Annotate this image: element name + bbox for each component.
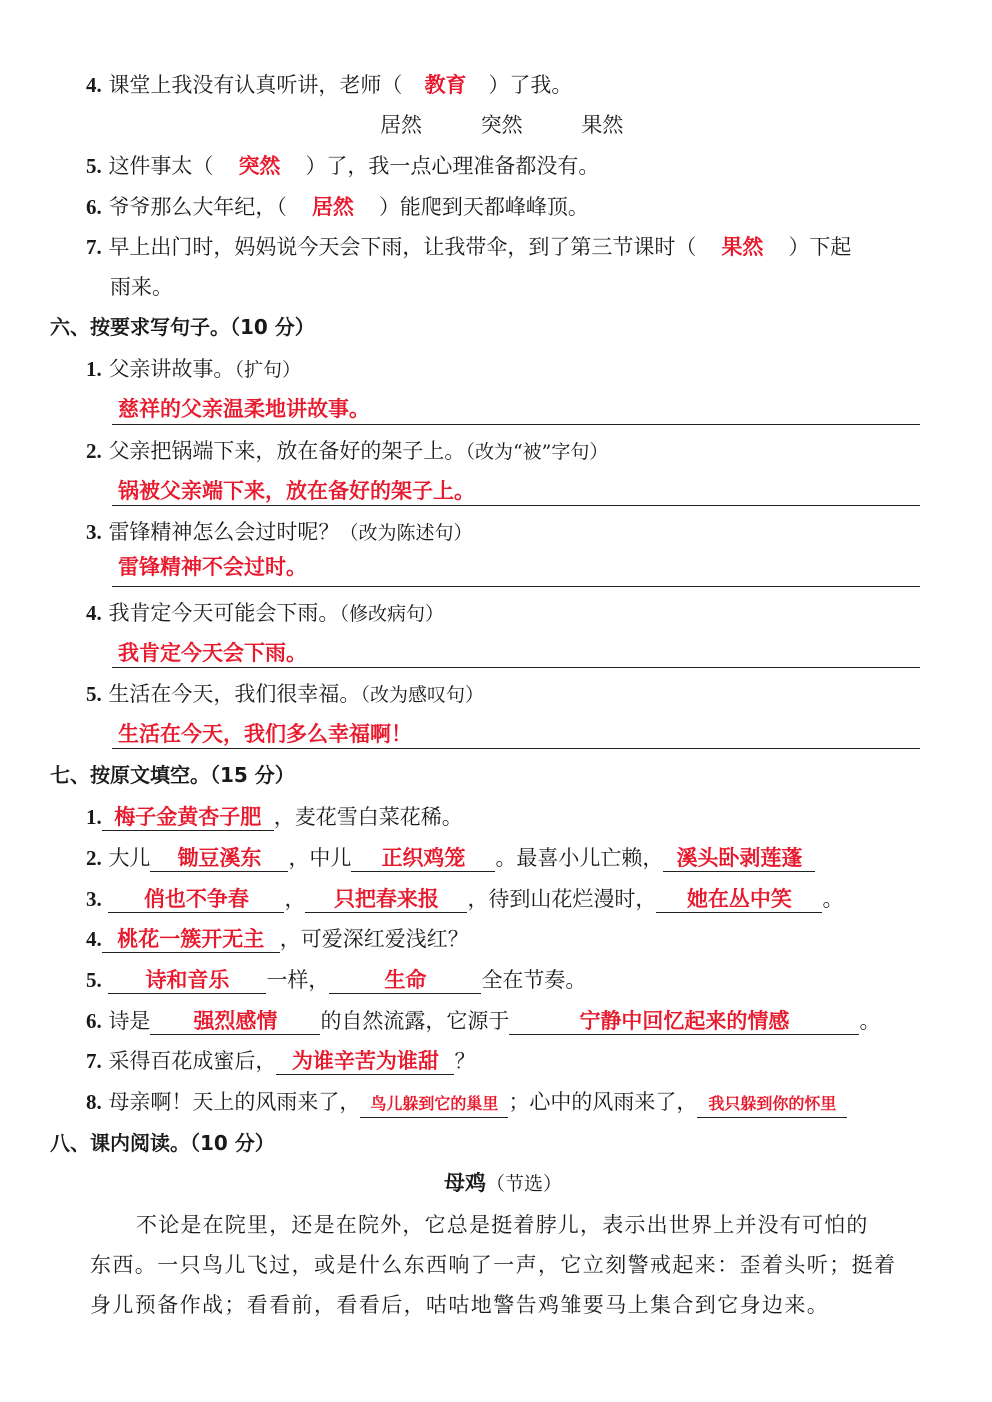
question-text: 课堂上我没有认真听讲，老师（ (108, 73, 403, 97)
fill-line-8 (86, 1087, 847, 1118)
fill-blank-answer: 正织鸡笼 (351, 845, 495, 872)
question-number: 4. (86, 927, 102, 951)
passage-title (444, 1168, 562, 1199)
question-6-3 (86, 517, 472, 548)
fill-blank-answer: 锄豆溪东 (150, 845, 288, 872)
poem-text: ，麦花雪白菜花稀。 (273, 805, 463, 829)
question-number: 3. (86, 887, 102, 911)
answer-underline (112, 667, 920, 668)
word-options (380, 110, 623, 140)
question-number: 7. (86, 1049, 102, 1073)
fill-line-6 (86, 1006, 880, 1036)
poem-text: 采得百花成蜜后， (108, 1049, 277, 1073)
question-instruction: （修改病句） (339, 603, 444, 625)
question-text: 雷锋精神怎么会过时呢？ (108, 520, 340, 544)
question-instruction: （改为“被”字句） (465, 441, 609, 463)
answer-line-text: 生活在今天，我们多么幸福啊！ (118, 722, 412, 746)
poem-text: ， (284, 887, 306, 911)
poem-text: ；心中的风雨来了， (508, 1090, 698, 1114)
question-number: 6. (86, 195, 102, 219)
question-5-7 (86, 232, 851, 262)
poem-text: 。 (822, 887, 844, 911)
answer-line-text: 雷锋精神不会过时。 (118, 555, 307, 579)
passage-line: 身儿预备作战；看看前，看看后，咕咕地警告鸡雏要马上集合到它身边来。 (90, 1293, 830, 1317)
word-option: 居然 (380, 113, 422, 137)
question-instruction: （改为陈述句） (339, 522, 473, 544)
fill-line-4 (86, 924, 469, 954)
answer-line-text: 我肯定今天会下雨。 (118, 641, 307, 665)
question-6-1 (86, 354, 301, 385)
question-text: 生活在今天，我们很幸福。 (108, 682, 361, 706)
question-number: 1. (86, 357, 102, 381)
question-number: 2. (86, 439, 102, 463)
fill-blank-answer: 鸟儿躲到它的巢里 (360, 1091, 508, 1118)
question-number: 3. (86, 520, 102, 544)
answer-text: 居然 (311, 195, 354, 219)
question-5-4 (86, 70, 572, 100)
fill-blank-answer: 诗和音乐 (108, 967, 266, 994)
fill-line-3 (86, 884, 843, 914)
fill-blank-answer: 她在丛中笑 (656, 886, 822, 913)
fill-line-5 (86, 965, 586, 995)
question-text: 我肯定今天可能会下雨。 (108, 601, 340, 625)
fill-line-7 (86, 1046, 475, 1076)
poem-text: 。最喜小儿亡赖， (495, 846, 664, 870)
fill-line-1 (86, 802, 463, 832)
question-text: 这件事太（ (108, 154, 214, 178)
poem-text: ？ (454, 1049, 476, 1073)
question-5-5 (86, 151, 599, 181)
answer-line-text: 锅被父亲端下来，放在备好的架子上。 (118, 479, 475, 503)
question-5-6 (86, 192, 589, 222)
question-text: 早上出门时，妈妈说今天会下雨，让我带伞，到了第三节课时（ (108, 235, 697, 259)
question-instruction: （改为感叹句） (360, 684, 484, 706)
question-number: 5. (86, 682, 102, 706)
fill-blank-answer: 只把春来报 (305, 886, 467, 913)
question-5-7-continued: 雨来。 (110, 275, 173, 299)
poem-text: 母亲啊！天上的风雨来了， (108, 1090, 361, 1114)
question-number: 7. (86, 235, 102, 259)
fill-blank-answer: 强烈感情 (150, 1008, 320, 1035)
question-6-5 (86, 679, 484, 710)
question-instruction: （扩句） (234, 359, 301, 381)
passage-title-note: （节选） (486, 1173, 563, 1195)
answer-line-text: 慈祥的父亲温柔地讲故事。 (118, 397, 370, 421)
fill-blank-answer: 为谁辛苦为谁甜 (276, 1048, 454, 1075)
passage-title-text: 母鸡 (444, 1170, 486, 1195)
question-6-2 (86, 436, 608, 467)
answer-underline (112, 424, 920, 425)
poem-text: 大儿 (108, 846, 151, 870)
poem-text: 的自然流露，它源于 (320, 1009, 510, 1033)
answer-text: 教育 (424, 73, 467, 97)
question-number: 1. (86, 805, 102, 829)
fill-blank-answer: 俏也不争春 (108, 886, 284, 913)
fill-blank-answer: 桃花一簇开无主 (102, 926, 280, 953)
answer-text: 果然 (721, 235, 764, 259)
fill-blank-answer: 溪头卧剥莲蓬 (663, 845, 815, 872)
passage-line: 东西。一只鸟儿飞过，或是什么东西响了一声，它立刻警戒起来：歪着头听；挺着 (90, 1253, 897, 1277)
answer-underline (112, 586, 920, 587)
word-option: 突然 (480, 113, 523, 137)
fill-blank-answer: 生命 (329, 967, 481, 994)
section-8-title: 八、课内阅读。（10 分） (50, 1131, 275, 1155)
question-number: 4. (86, 601, 102, 625)
question-6-4 (86, 598, 444, 629)
answer-text: 突然 (238, 154, 281, 178)
answer-underline (112, 748, 920, 749)
poem-text: 全在节奏。 (481, 968, 587, 992)
word-option: 果然 (581, 113, 624, 137)
passage-line: 不论是在院里，还是在院外，它总是挺着脖儿，表示出世界上并没有可怕的 (136, 1213, 869, 1237)
poem-text: 一样， (266, 968, 330, 992)
question-number: 2. (86, 846, 102, 870)
fill-line-2 (86, 843, 815, 873)
question-text: 爷爷那么大年纪，（ (108, 195, 287, 219)
fill-blank-answer: 梅子金黄杏子肥 (102, 804, 274, 831)
question-text: 父亲把锅端下来，放在备好的架子上。 (108, 439, 466, 463)
question-text: ）了我。 (488, 73, 573, 97)
question-number: 6. (86, 1009, 102, 1033)
poem-text: 诗是 (108, 1009, 151, 1033)
question-text: ）了，我一点心理准备都没有。 (305, 154, 600, 178)
poem-text: 。 (859, 1009, 881, 1033)
question-text: ）下起 (788, 235, 852, 259)
poem-text: ，待到山花烂漫时， (467, 887, 657, 911)
question-text: 父亲讲故事。 (108, 357, 235, 381)
question-number: 5. (86, 968, 102, 992)
section-7-title: 七、按原文填空。（15 分） (50, 763, 295, 787)
answer-underline (112, 505, 920, 506)
poem-text: ，可爱深红爱浅红？ (279, 927, 469, 951)
poem-text: ，中儿 (288, 846, 352, 870)
section-6-title: 六、按要求写句子。（10 分） (50, 315, 315, 339)
question-number: 4. (86, 73, 102, 97)
question-text: ）能爬到天都峰峰顶。 (378, 195, 589, 219)
fill-blank-answer: 我只躲到你的怀里 (697, 1091, 847, 1118)
question-number: 5. (86, 154, 102, 178)
fill-blank-answer: 宁静中回忆起来的情感 (509, 1008, 859, 1035)
question-number: 8. (86, 1090, 102, 1114)
